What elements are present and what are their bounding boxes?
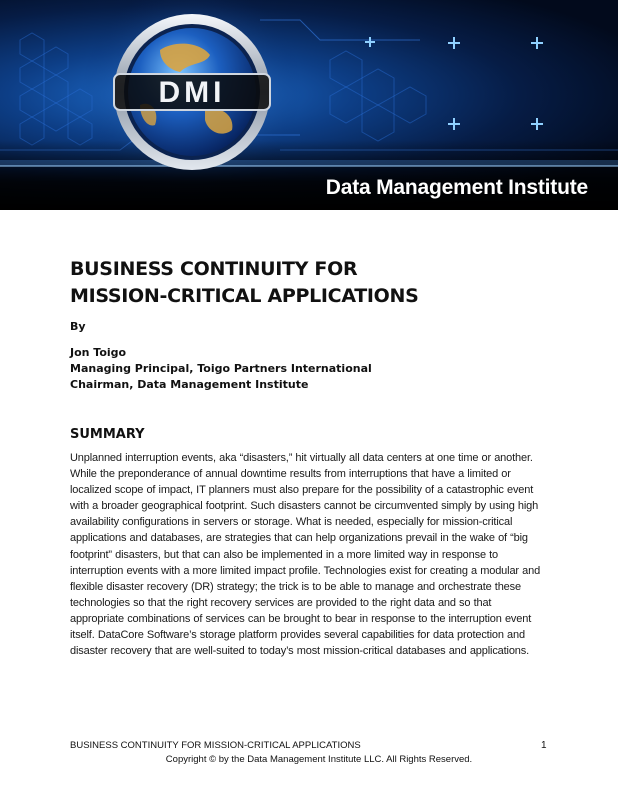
document-title [70,256,548,310]
author-name: Jon Toigo [70,346,127,359]
brand-name: Data Management Institute [325,176,588,199]
footer-running-title: BUSINESS CONTINUITY FOR MISSION-CRITICAL APPLICATIONS [70,740,361,751]
dmi-logo [114,14,270,170]
title-line-2: MISSION-CRITICAL APPLICATIONS [70,285,419,307]
by-label: By [70,320,86,333]
author-block [70,345,548,393]
author-role-2: Chairman, Data Management Institute [70,378,309,391]
summary-paragraph: Unplanned interruption events, aka “disasters,” hit virtually all data centers at one time or another. While the preponderance of annual downtime results from interruptions that have a limited or localized scope of impact, IT planners must also prepare for the possibility of a catastrophic event with a broader geographical footprint. Such disasters cannot be circumvented simply by using high availability configurations in servers or storage. What is needed, especially for mission-critical applications and databases, are strategies that can help organizations prevail in the wake of “big footprint” disasters, but that can also be implemented in a more limited way in response to interruption events with a more limited impact profile. Technologies exist for creating a modular and flexible disaster recovery (DR) strategy; the trick is to be able to manage and orchestrate these technologies so that the right recovery services are provided to the right data and so that appropriate combinations of services can be brought to bear in response to the interruption event itself. DataCore Software’s storage platform provides several capabilities for data protection and disaster recovery that are well-suited to today’s most mission-critical databases and applications. [70,452,541,658]
footer-copyright: Copyright © by the Data Management Institute LLC. All Rights Reserved. [165,754,473,765]
page-number: 1 [541,740,547,751]
title-line-1: BUSINESS CONTINUITY FOR [70,258,358,280]
header-banner [0,0,618,210]
logo-text: DMI [158,76,226,109]
author-role-1: Managing Principal, Toigo Partners International [70,362,372,375]
summary-heading: SUMMARY [70,427,145,442]
